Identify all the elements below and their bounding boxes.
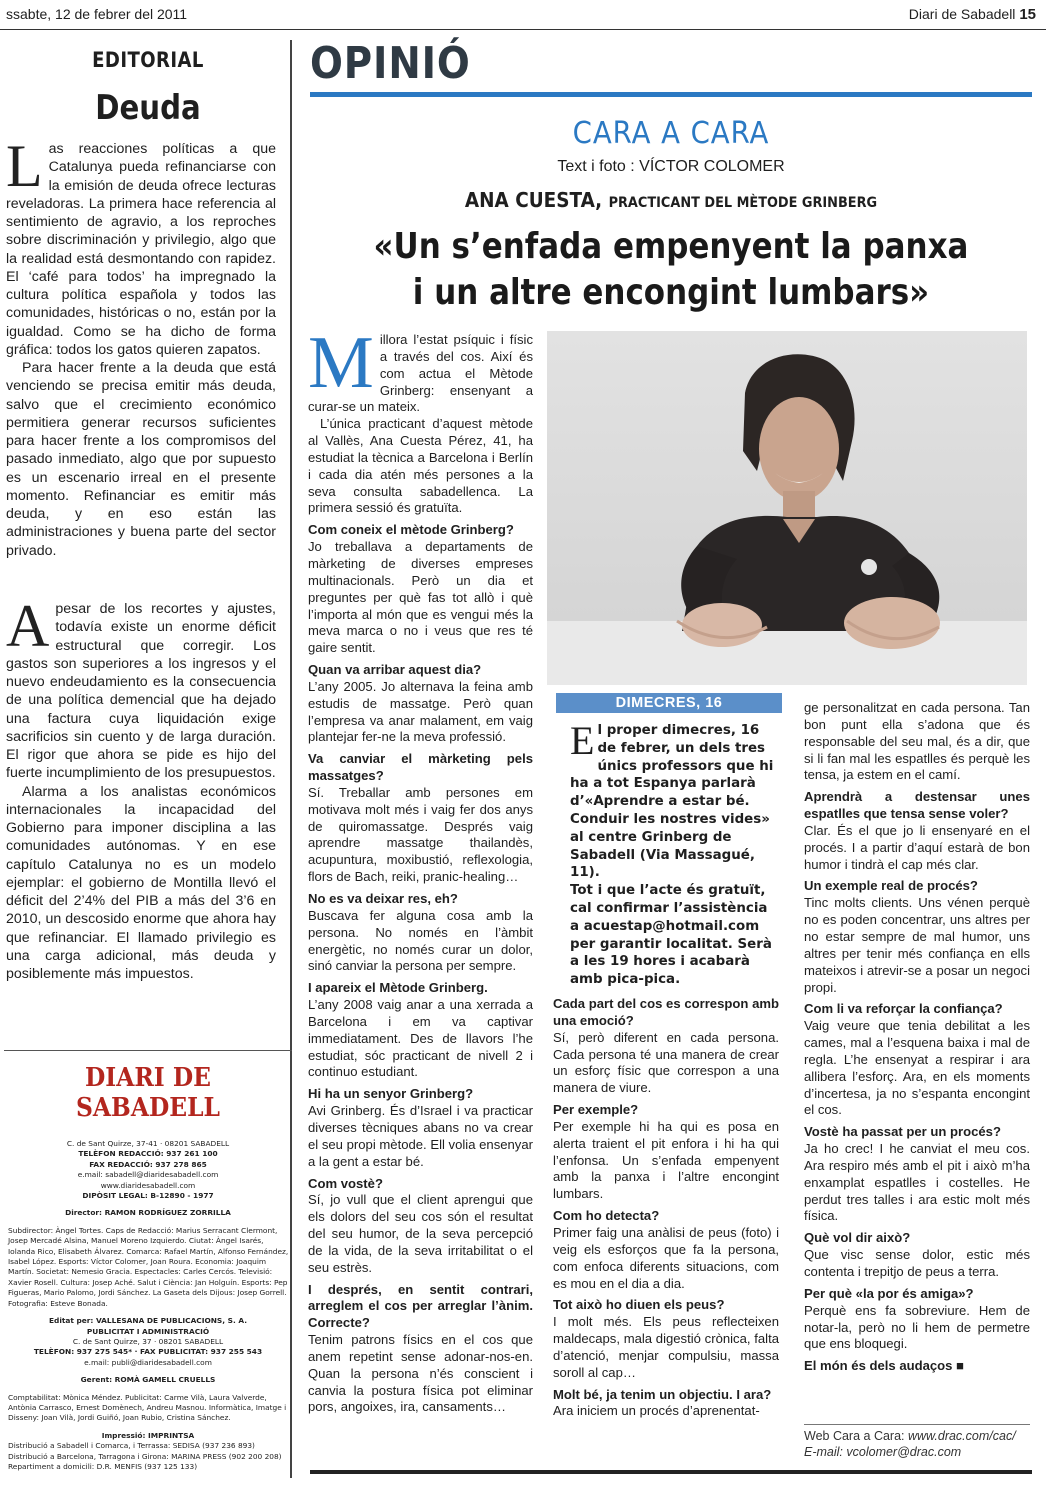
- masthead-line: Impressió: IMPRINTSA: [101, 1430, 195, 1440]
- interview-photo: [547, 331, 1027, 685]
- question: Com coneix el mètode Grinberg?: [308, 522, 514, 538]
- headline-line: «Un s’enfada empenyent la panxa: [373, 226, 969, 267]
- question: Va canviar el màrketing pels massatges?: [308, 751, 533, 784]
- masthead-line: Distribució a Barcelona, Tarragona i Girona: MARINA PRESS (902 200 208): [8, 1451, 282, 1461]
- event-box-title: DIMECRES, 16: [556, 693, 782, 713]
- answer: L’any 2005. Jo alternava la feina amb estudis de massatge. Però quan l’empresa va anar malament, em vaig plantejar fer-ne la meva professió.: [308, 678, 533, 745]
- answer: I molt més. Els peus reflecteixen maldecaps, mala digestió crònica, falta d’atenció, menjar compulsiu, massa soroll al cap…: [553, 1314, 779, 1380]
- question: Hi ha un senyor Grinberg?: [308, 1086, 474, 1102]
- masthead-line: Distribució a Sabadell i Comarca, i Terrassa: SEDISA (937 236 893): [8, 1441, 255, 1451]
- masthead-staff: Subdirector: Àngel Tortes. Caps de Redacció: Marius Serracant Clermont, Josep Mercadé Alsina, Manuel Moreno Izquierdo. Ciutat: Àngel Isarés, Iolanda Rico, Elisabeth Álvarez. Comarca: Rafael Martín, Alfonso Fernández, Isabel López. Esports: Víctor Colomer, Joan Roura. Economia: Joaquim Martín. Societat: Nemesio Gracia. Espectacles: Carles Cercós. Televisió: Xavier Rosell. Cultura: Josep Aché. Salut i Ciència: Jan Holguín. Esports: Pep Figueras, Mario Palomo, Jordi Sánchez. La Gaseta dels Dijous: Josep Gorrell. Fotografia: Esteve Bonada.: [8, 1225, 289, 1308]
- masthead-line: PUBLICITAT I ADMINISTRACIÓ: [86, 1326, 210, 1336]
- answer: Primer faig una anàlisi de peus (foto) i veig els esforços que fa la persona, com enfoca diferents situacions, com es mou en el dia a dia.: [553, 1224, 779, 1291]
- question: Què vol dir això?: [804, 1230, 911, 1246]
- drop-cap: L: [6, 133, 43, 199]
- dateline: ssabte, 12 de febrer del 2011: [6, 6, 188, 22]
- interview-column-2: [553, 996, 779, 1420]
- newspaper-logo: DIARI DE SABADELL: [75, 1063, 221, 1123]
- masthead-line: DIPÒSIT LEGAL: B-12890 - 1977: [82, 1191, 214, 1201]
- event-box: [570, 718, 774, 989]
- answer: Jo treballava a departaments de màrketing de diverses empreses multinacionals. Però un dia et preguntes per què fas tot allò i què l’importa al món que es vengui més la meva marca o no i veus que res té gaire sentit.: [308, 539, 533, 656]
- question: Un exemple real de procés?: [804, 878, 978, 894]
- headline-line: i un altre encongint lumbars»: [412, 272, 930, 313]
- answer: Avi Grinberg. És d’Israel i va practicar diverses tècniques abans no va crear el seu propi mètode. Ell volia ensenyar a la gent a estar bé.: [308, 1103, 533, 1169]
- interviewee-role: PRACTICANT DEL MÈTODE GRINBERG: [608, 195, 878, 211]
- page-number: 15: [1019, 6, 1036, 23]
- masthead-line: Repartiment a domicili: D.R. MENFIS (937 125 133): [8, 1461, 198, 1471]
- interview-column-3: [804, 700, 1030, 1375]
- closing-line: El món és dels audaços ■: [804, 1358, 964, 1374]
- answer: Sí, jo vull que el client aprengui que els dolors del seu cos són el resultat del seu humor, de la seva percepció de la vida, de la seva irritabilitat o el seu estrès.: [308, 1192, 533, 1275]
- editorial-kicker: EDITORIAL: [92, 48, 204, 72]
- page-reference: [909, 6, 1036, 23]
- drop-cap: E: [570, 718, 595, 763]
- question: Per exemple?: [553, 1102, 639, 1118]
- answer: Per exemple hi ha qui es posa en alerta traient el pit enfora i hi ha qui l’enfonsa. Un s’enfada empenyent amb la panxa i l’altre encongint lumbars.: [553, 1118, 779, 1202]
- editorial-paragraph: Alarma a los analistas económicos internacionales la incapacidad del Gobierno para imponer disciplina a las comunidades autónomas. Y en ese capítulo Catalunya no es un modelo ejemplar: el gobierno de Montilla llevó el déficit del 2’4% del PIB a más del 3’6 en 2010, un descosido enorme que ahora hay que refinanciar. El llamado privilegio es una carga adicional, más deuda y posiblemente más impuestos.: [6, 783, 276, 982]
- photo-illustration: [547, 331, 1027, 685]
- section-title: OPINIÓ: [310, 38, 471, 89]
- question: I després, en sentit contrari, arreglem el cos per arreglar l’ànim. Correcte?: [308, 1281, 533, 1331]
- bottom-rule: [310, 1470, 1032, 1474]
- masthead-line: C. de Sant Quirze, 37-41 · 08201 SABADELL: [66, 1139, 230, 1148]
- footer-rule: [804, 1424, 1030, 1425]
- question: Quan va arribar aquest dia?: [308, 662, 482, 678]
- answer: Sí. Treballar amb persones em motivava molt més i vaig fer dos anys de quiromassatge. Després vaig aprendre massatge thailandès, acupuntura, moxibustió, reflexologia, flors de Bach, reiki, pranic-healing…: [308, 784, 533, 885]
- page-header: [0, 0, 1046, 30]
- answer: Clar. És el que jo li ensenyaré en el procés. I a partir d’aquí estarà de bon humor i tindrà el cap més clar.: [804, 822, 1030, 872]
- interviewee-name: ANA CUESTA,: [464, 188, 603, 212]
- answer: Perquè ens fa sobreviure. Hem de notar-la, però no li hem de permetre que ens bloquegi.: [804, 1302, 1030, 1352]
- question: I apareix el Mètode Grinberg.: [308, 980, 488, 996]
- masthead: [4, 1050, 292, 1472]
- question: Cada part del cos es correspon amb una emoció?: [553, 996, 779, 1028]
- question: Vostè ha passat per un procés?: [804, 1124, 1001, 1140]
- masthead-line: TELÈFON: 937 275 545* · FAX PUBLICITAT: 937 255 543: [33, 1347, 263, 1357]
- editorial-column: [4, 40, 292, 1478]
- editorial-title: Deuda: [95, 88, 201, 128]
- event-text: El proper dimecres, 16 de febrer, un dels tres únics professors que hi ha a tot Espanya parlarà d’«Aprendre a estar bé. Conduir les nostres vides» al centre Grinberg de Sabadell (Via Massagué, 11).: [570, 718, 774, 881]
- editorial-paragraph: Apesar de los recortes y ajustes, todavía existe un enorme déficit estructural que corregir. Los gastos son superiores a los ingresos y el nuevo endeudamiento es la consecuencia de una política demencial que ha dejado una factura cuya liquidación exige sacrificios sin cuento y de larga duración. El rigor que ahora se pide es hijo del fuerte incumplimiento de los presupuestos.: [6, 593, 276, 782]
- masthead-line: e.mail: publi@diaridesabadell.com: [84, 1357, 212, 1367]
- interview-column-1: [308, 322, 533, 1416]
- lead-paragraph: Millora l’estat psíquic i físic a través del cos. Així és com actua el Mètode Grinberg: ensenyant a curar-se un mateix.: [308, 322, 533, 415]
- email-line: E-mail: vcolomer@drac.com: [804, 1445, 962, 1459]
- masthead-staff: Comptabilitat: Mònica Méndez. Publicitat: Carme Vilà, Laura Valverde, Antònia Carrasco, Ernest Domènech, Andreu Masnou. Informàtica, Imatge i Disseny: Joan Vilà, Jordi Guiñó, Joan Rubio, Cristina Sánchez.: [8, 1392, 287, 1423]
- masthead-line: Gerent: ROMÀ GAMELL CRUELLS: [80, 1375, 216, 1385]
- web-line: Web Cara a Cara: www.drac.com/cac/: [804, 1429, 1016, 1443]
- interviewee-line: [339, 188, 1003, 212]
- question: Per què «la por és amiga»?: [804, 1285, 974, 1301]
- contact-footer: [804, 1428, 1034, 1460]
- answer: Vaig veure que tenia debilitat a les cames, mal a l’esquena baixa i mal de regla. L’he ensenyat a respirar i ara allibera l’esforç. Ara, en els moments d’incertesa, ja no s’espanta encongint el cos.: [804, 1018, 1030, 1118]
- question: Com ho detecta?: [553, 1208, 660, 1224]
- masthead-line: C. de Sant Quirze, 37 · 08201 SABADELL: [72, 1336, 224, 1346]
- question: Molt bé, ja tenim un objectiu. I ara?: [553, 1386, 772, 1402]
- masthead-line: FAX REDACCIÓ: 937 278 865: [89, 1159, 207, 1169]
- question: Com li va reforçar la confiança?: [804, 1001, 1003, 1017]
- section-rule: [310, 92, 1032, 97]
- web-link[interactable]: www.drac.com/cac/: [908, 1429, 1016, 1443]
- answer: ge personalitzat en cada persona. Tan bon punt ella s’adona que és responsable del seu mal, és a dir, que si li fan mal les espatlles és perquè les tensa, ja estem en el camí.: [804, 700, 1030, 783]
- answer: Ara iniciem un procés d’aprenentat-: [553, 1403, 760, 1419]
- masthead-line: Editat per: VALLESANA DE PUBLICACIONS, S. A.: [48, 1316, 248, 1326]
- editorial-paragraph: Para hacer frente a la deuda que está venciendo se precisa emitir más deuda, salvo que el crecimiento económico permitiera generar recursos suficientes para hacer frente a los compromisos del pasado inmediato, algo que por supuesto es un escenario irreal en el presente momento. Refinanciar es emitir más deuda, y en eso están las administraciones y buena parte del sector privado.: [6, 360, 276, 559]
- masthead-credits: [4, 1139, 292, 1472]
- masthead-line: e.mail: sabadell@diaridesabadell.com: [77, 1170, 219, 1180]
- email-link[interactable]: vcolomer@drac.com: [846, 1445, 962, 1459]
- question: No es va deixar res, eh?: [308, 891, 458, 906]
- byline: Text i foto : VÍCTOR COLOMER: [557, 158, 785, 175]
- masthead-line: Director: RAMON RODRÍGUEZ ZORRILLA: [65, 1208, 231, 1218]
- masthead-line: www.diaridesabadell.com: [100, 1180, 196, 1190]
- question: Tot això ho diuen els peus?: [553, 1297, 725, 1313]
- headline: [361, 224, 982, 316]
- intro-paragraph: L’única practicant d’aquest mètode al Vallès, Ana Cuesta Pérez, 41, ha estudiat la tècnica a Barcelona i Berlín i cada dia atén més persones a la seva consulta sabadellenca. La primera sessió és gratuïta.: [308, 416, 533, 516]
- answer: Tinc molts clients. Uns vénen perquè no es poden concentrar, uns altres per no estar sempre de mal humor, uns altres per tenir més confiança en ells mateixos i atrevir-se a posar un negoci propi.: [804, 895, 1030, 995]
- answer: Ja ho crec! I he canviat el meu cos. Ara respiro més amb el pit i això m’ha enxamplat espatlles i costelles. He perdut tres talles i ara estic molt més física.: [804, 1141, 1030, 1224]
- drop-cap: A: [6, 593, 50, 659]
- masthead-line: TELÈFON REDACCIÓ: 937 261 100: [78, 1149, 218, 1159]
- question: Com vostè?: [308, 1175, 383, 1191]
- answer: Tenim patrons físics en el cos que anem repetint sense adonar-nos-en. Quan la persona n’és conscient i canvia la postura física pot eliminar pors, angoixes, ira, cansaments…: [308, 1332, 533, 1415]
- answer: Sí, però diferent en cada persona. Cada persona té una manera de crear un esforç físic que correspon a una manera de viure.: [553, 1029, 779, 1096]
- editorial-body-2: [6, 593, 276, 983]
- editorial-body-1: [6, 133, 276, 560]
- paper-name: Diari de Sabadell: [908, 6, 1016, 22]
- editorial-paragraph: Las reacciones políticas a que Catalunya pueda refinanciarse con la emisión de deuda ofrece lecturas reveladoras. La primera hace referencia al sentimiento de agravio, a los reproches sobre discriminación y privilegio, algo que la realidad está desmontando con rapidez. El ‘café para todos’ ha impregnado la cultura política española y todos las comunidades, históricas o no, están por la igualdad. Como se ha dicho de forma gráfica: todos los gatos quieren zapatos.: [6, 133, 276, 358]
- question: Aprendrà a destensar unes espatlles que tensa sense voler?: [804, 789, 1030, 822]
- drop-cap: M: [308, 322, 374, 404]
- event-text: Tot i que l’acte és gratuït, cal confirmar l’assistència a acuestap@hotmail.com per garantir localitat. Serà a les 19 hores i acabarà amb pica-pica.: [570, 883, 772, 988]
- answer: L’any 2008 vaig anar a una xerrada a Barcelona i em va captivar immediatament. Des de llavors l’he estudiat, sóc practicant de nivell 2 i continuo estudiant.: [308, 997, 533, 1080]
- feature-title: CARA A CARA: [572, 116, 770, 151]
- answer: Que visc sense dolor, estic més contenta i trepitjo de peus a terra.: [804, 1247, 1030, 1279]
- answer: Buscava fer alguna cosa amb la persona. No només en l’àmbit energètic, no només curar un dolor, sinó canviar la persona per sempre.: [308, 907, 533, 974]
